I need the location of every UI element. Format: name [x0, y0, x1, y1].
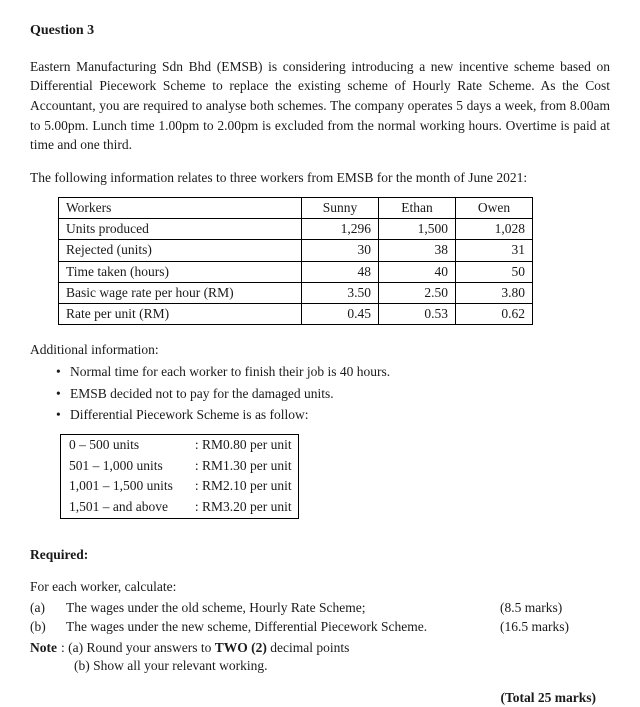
- table-row: [61, 497, 298, 518]
- column-header-ethan: Ethan: [379, 197, 456, 218]
- cell-value: 1,028: [456, 219, 533, 240]
- list-item: [56, 385, 610, 403]
- bullet-icon: •: [56, 364, 61, 380]
- intro-paragraph: Eastern Manufacturing Sdn Bhd (EMSB) is considering introducing a new incentive scheme based on Differential Piecework Scheme to replace the existing scheme of Hourly Rate Scheme. As the Cost Accountant, you are required to analyse both schemes. The company operates 5 days a week, from 8.00am to 5.00pm. Lunch time 1.00pm to 2.00pm is excluded from the normal working hours. Overtime is paid at time and one third.: [30, 58, 610, 153]
- piecework-scheme-table: [61, 435, 298, 518]
- total-marks: (Total 25 marks): [500, 690, 596, 706]
- band-rate: : RM3.20 per unit: [194, 498, 292, 514]
- band-rate: : RM1.30 per unit: [194, 457, 292, 473]
- column-header-owen: Owen: [456, 197, 533, 218]
- table-row: [59, 219, 533, 240]
- table-row: [61, 435, 298, 456]
- table-lead-text: The following information relates to three workers from EMSB for the month of June 2021:: [30, 169, 528, 185]
- item-text: The wages under the old scheme, Hourly Rate Scheme;: [66, 600, 366, 616]
- band-label: 501 – 1,000 units: [69, 457, 163, 473]
- table-row: [61, 456, 298, 477]
- cell-value: 31: [456, 240, 533, 261]
- item-marks: (16.5 marks): [500, 619, 569, 635]
- additional-information-heading: Additional information:: [30, 342, 159, 358]
- bullet-icon: •: [56, 406, 61, 422]
- worker-data-table: [58, 197, 533, 325]
- list-item: [56, 363, 610, 381]
- item-text: The wages under the new scheme, Differential Piecework Scheme.: [66, 619, 428, 635]
- cell-value: 40: [379, 261, 456, 282]
- table-row: [59, 261, 533, 282]
- cell-value: 0.53: [379, 304, 456, 325]
- table-header-row: [59, 197, 533, 218]
- table-row: [59, 304, 533, 325]
- row-label: Rejected (units): [59, 240, 302, 261]
- table-row: [61, 476, 298, 497]
- cell-value: 0.62: [456, 304, 533, 325]
- note-a-pre: : (a) Round your answers to: [61, 639, 215, 655]
- item-tag: (b): [30, 619, 46, 635]
- column-header-workers: Workers: [59, 197, 302, 218]
- cell-value: 3.80: [456, 282, 533, 303]
- required-lead-text: For each worker, calculate:: [30, 579, 177, 595]
- cell-value: 2.50: [379, 282, 456, 303]
- cell-value: 38: [379, 240, 456, 261]
- row-label: Rate per unit (RM): [59, 304, 302, 325]
- note-text-a: [61, 639, 349, 657]
- piecework-scheme-box: [60, 434, 299, 519]
- cell-value: 0.45: [302, 304, 379, 325]
- note-label: Note: [30, 639, 57, 655]
- required-item-b: [30, 618, 610, 636]
- cell-value: 1,296: [302, 219, 379, 240]
- note-a-post: decimal points: [266, 639, 350, 655]
- required-heading: Required:: [30, 546, 89, 562]
- list-item-label: Normal time for each worker to finish their job is 40 hours.: [70, 364, 391, 380]
- note-a-emphasis: TWO (2): [214, 639, 267, 655]
- band-rate: : RM0.80 per unit: [194, 437, 292, 453]
- additional-information-list: [30, 363, 610, 424]
- cell-value: 48: [302, 261, 379, 282]
- row-label: Time taken (hours): [59, 261, 302, 282]
- cell-value: 3.50: [302, 282, 379, 303]
- band-rate: : RM2.10 per unit: [194, 478, 292, 494]
- note-line-b: (b) Show all your relevant working.: [74, 657, 268, 673]
- item-tag: (a): [30, 600, 45, 616]
- bullet-icon: •: [56, 385, 61, 401]
- band-label: 1,001 – 1,500 units: [69, 478, 173, 494]
- list-item-label: EMSB decided not to pay for the damaged units.: [70, 385, 334, 401]
- required-item-a: [30, 599, 610, 617]
- cell-value: 1,500: [379, 219, 456, 240]
- page-title: Question 3: [30, 23, 95, 38]
- band-label: 0 – 500 units: [69, 437, 140, 453]
- table-row: [59, 240, 533, 261]
- note-line-a: [30, 639, 610, 657]
- item-marks: (8.5 marks): [500, 600, 563, 616]
- cell-value: 30: [302, 240, 379, 261]
- band-label: 1,501 – and above: [69, 498, 168, 514]
- list-item: [56, 406, 610, 424]
- column-header-sunny: Sunny: [302, 197, 379, 218]
- cell-value: 50: [456, 261, 533, 282]
- row-label: Units produced: [59, 219, 302, 240]
- table-row: [59, 282, 533, 303]
- list-item-label: Differential Piecework Scheme is as follow:: [70, 406, 309, 422]
- row-label: Basic wage rate per hour (RM): [59, 282, 302, 303]
